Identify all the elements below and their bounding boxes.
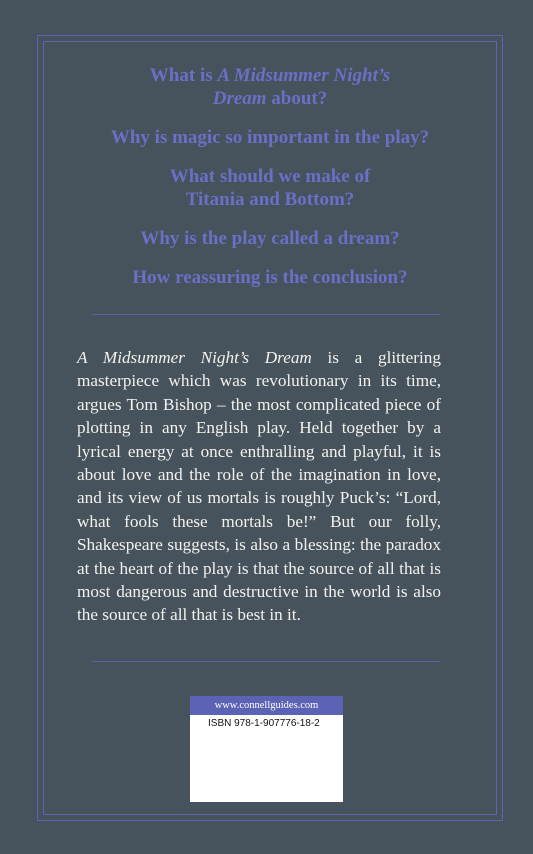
divider-top xyxy=(92,314,440,315)
question-1-lead: What is xyxy=(149,65,218,86)
question-4: Why is the play called a dream? xyxy=(140,228,400,249)
question-3-line1: What should we make of xyxy=(169,166,371,187)
question-2: Why is magic so important in the play? xyxy=(110,127,430,148)
question-1-title: A Midsummer Night’s xyxy=(217,65,391,86)
question-list xyxy=(43,64,497,305)
question-3 xyxy=(43,165,497,211)
blurb-title: A Midsummer Night’s Dream xyxy=(77,348,312,367)
question-5: How reassuring is the conclusion? xyxy=(132,267,408,288)
question-1-title-cont: Dream xyxy=(212,88,267,109)
blurb-paragraph xyxy=(77,346,441,627)
divider-bottom xyxy=(92,661,440,662)
isbn-number: ISBN 978-1-907776-18-2 xyxy=(208,718,320,729)
website-url[interactable]: www.connellguides.com xyxy=(190,696,343,715)
question-3-line2: Titania and Bottom? xyxy=(185,189,355,210)
blurb-body: is a glittering masterpiece which was revolutionary in its time, argues Tom Bishop – the most complicated piece of plotting in any English play. Held together by a lyrical energy at once enthralling and playful, it is about love and the role of the imagination in love, and its view of us mortals is roughly Puck’s: “Lord, what fools these mortals be!” But our folly, Shakespeare suggests, is also a blessing: the paradox at the heart of the play is that the source of all that is most dangerous and destructive in the world is also the source of all that is best in it. xyxy=(77,348,441,625)
question-1 xyxy=(43,64,497,110)
isbn-barcode-box xyxy=(190,696,343,802)
question-1-tail: about? xyxy=(266,88,328,109)
